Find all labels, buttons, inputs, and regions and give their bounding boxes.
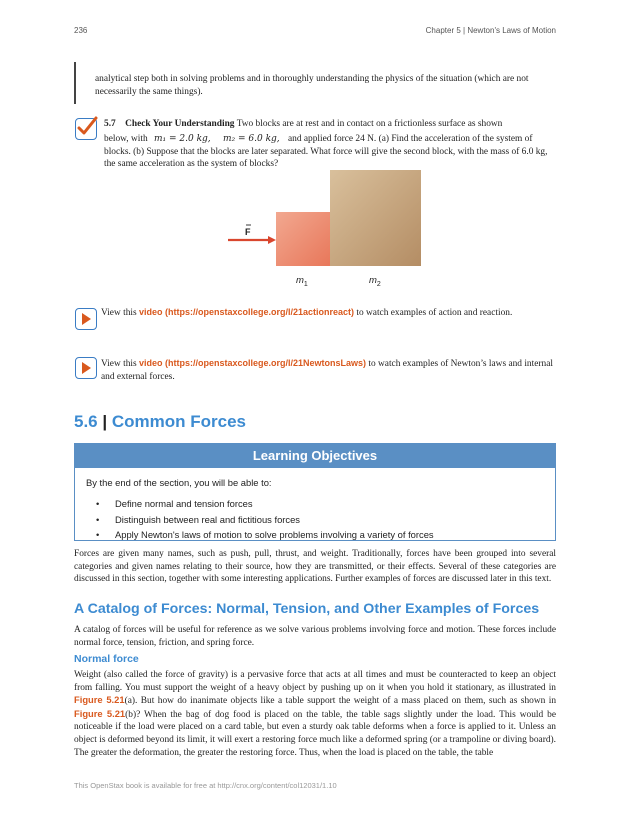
m1-label: $m_1$: [296, 275, 308, 288]
learning-objectives-title: Learning Objectives: [75, 444, 555, 468]
mass2-expression: m₂ = 6.0 kg,: [223, 133, 280, 144]
mass1-expression: m₁ = 2.0 kg,: [154, 133, 211, 144]
normal-force-heading: Normal force: [74, 653, 139, 665]
video-link-newtonslaws[interactable]: video (https://openstaxcollege.org/l/21NewtonsLaws): [138, 358, 367, 368]
block-m1: [276, 212, 330, 266]
learning-objectives: [74, 443, 556, 541]
objective-item: • Distinguish between real and fictitious forces: [75, 512, 555, 528]
section-heading: 5.6 | Common Forces: [74, 412, 247, 431]
footer: This OpenStax book is available for free at http://cnx.org/content/col12031/1.10: [74, 781, 337, 790]
video-play-icon[interactable]: [75, 357, 97, 379]
video-link-2: View this video (https://openstaxcollege.org/l/21NewtonsLaws) to watch examples of Newton’s laws and internal and external forces.: [101, 358, 553, 382]
checkmark-icon: [75, 118, 97, 140]
exercise-number: 5.7: [104, 119, 116, 129]
m2-label: $m_2$: [369, 275, 381, 288]
intro-text: analytical step both in solving problems and in thoroughly understanding the physics of the situation (which are not necessarily the same things).: [95, 74, 529, 97]
two-blocks-figure: [226, 170, 426, 295]
subsection-heading: A Catalog of Forces: Normal, Tension, and Other Examples of Forces: [74, 601, 540, 617]
exercise-line1: Two blocks are at rest and in contact on a frictionless surface as shown: [236, 119, 503, 129]
forces-paragraph: Forces are given many names, such as push, pull, thrust, and weight. Traditionally, forces have been grouped into several categories and given names relating to their source, how they are transmitted, or their effects. Several of these categories are discussed in this section, together with some interesting applications. Further examples of forces are discussed later in this text.: [74, 549, 556, 585]
figure-ref-link[interactable]: Figure 5.21: [74, 707, 126, 719]
objective-item: • Apply Newton's laws of motion to solve problems involving a variety of forces: [75, 527, 555, 543]
normal-force-paragraph: Weight (also called the force of gravity) is a pervasive force that acts at all times and must be counteracted to keep an object from falling. You must support the weight of a heavy object by pushing up on it when you hold it stationary, as illustrated in Figure 5.21(a). But how do inanimate objects like a table support the weight of a mass placed on them, such as shown in Figure 5.21(b)? When the bag of dog food is placed on the table, the table sags slightly under the load. This would be noticeable if the load were placed on a card table, but even a sturdy oak table deforms when a force is applied to it. Unless an object is deformed beyond its limit, it will exert a restoring force much like a deformed spring (or a trampoline or diving board). The greater the deformation, the greater the restoring force. Thus, when the load is placed on the table, the table: [74, 670, 557, 758]
learning-objectives-intro: By the end of the section, you will be able to:: [86, 477, 272, 488]
catalog-paragraph: A catalog of forces will be useful for reference as we solve various problems involving force and motion. These forces include normal force, tension, friction, and spring force.: [74, 625, 556, 648]
page-number: 236: [74, 26, 88, 35]
exercise-rest: blocks. (b) Suppose that the blocks are later separated. What force will give the second block, with the mass of 6.0 kg, the same acceleration as the system of blocks?: [104, 147, 548, 170]
video-link-actionreact[interactable]: video (https://openstaxcollege.org/l/21actionreact): [138, 307, 355, 317]
exercise-title: Check Your Understanding: [125, 119, 235, 129]
force-label: F: [245, 227, 251, 237]
check-understanding: [104, 118, 554, 145]
note-rule: [74, 62, 76, 104]
exercise-line2-post: and applied force 24 N. (a) Find the acceleration of the system of: [288, 133, 533, 144]
figure-ref-link[interactable]: Figure 5.21: [74, 694, 125, 706]
exercise-line2-pre: below, with: [104, 133, 148, 144]
objective-item: • Define normal and tension forces: [75, 496, 555, 512]
video-play-icon[interactable]: [75, 308, 97, 330]
force-arrowhead: [268, 236, 276, 244]
chapter-header: Chapter 5 | Newton's Laws of Motion: [425, 26, 556, 35]
block-m2: [330, 170, 421, 266]
video-link-1: View this video (https://openstaxcollege.org/l/21actionreact) to watch examples of action and reaction.: [101, 307, 513, 318]
